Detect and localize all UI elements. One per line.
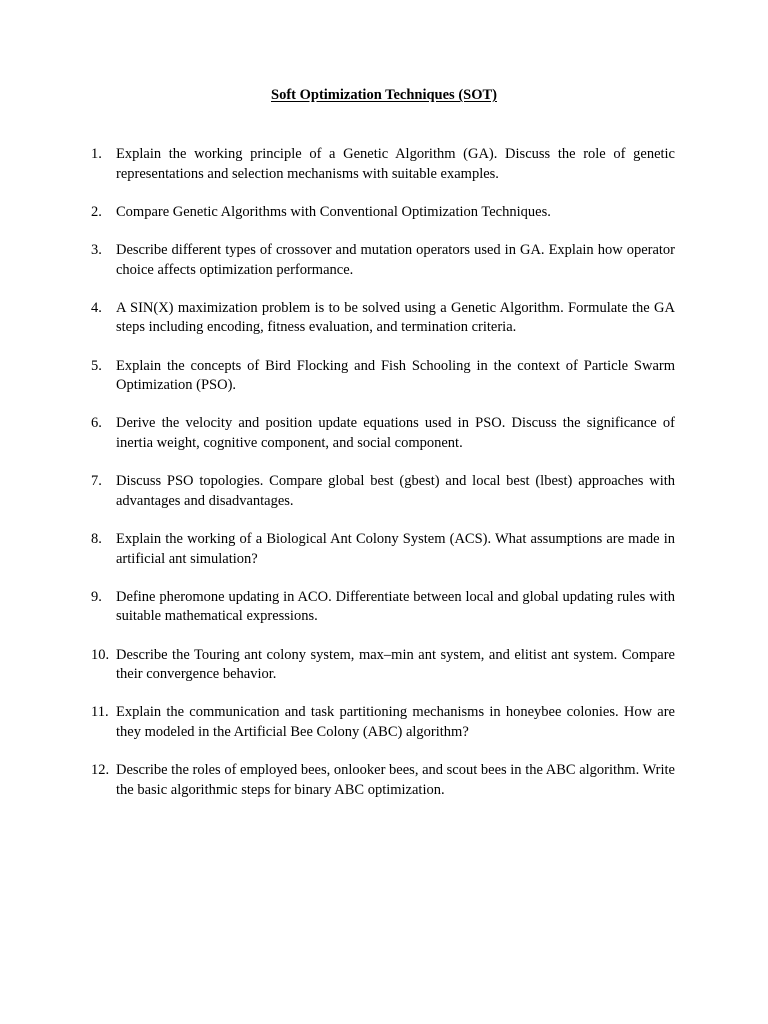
question-number: 6.	[91, 415, 102, 432]
question-item	[91, 646, 675, 685]
question-item	[91, 414, 675, 453]
question-number: 9.	[91, 588, 102, 605]
question-number: 3.	[91, 242, 102, 259]
question-list	[91, 145, 675, 819]
question-item	[91, 761, 675, 800]
question-text: Explain the working principle of a Genetic Algorithm (GA). Discuss the role of genetic representations and selection mechanisms with suitable examples.	[116, 146, 675, 182]
question-text: Define pheromone updating in ACO. Differentiate between local and global updating rules with suitable mathematical expressions.	[116, 588, 675, 625]
question-number: 7.	[91, 473, 102, 490]
document-title: Soft Optimization Techniques (SOT)	[271, 87, 497, 103]
question-number: 4.	[91, 299, 102, 316]
question-item	[91, 472, 675, 511]
question-text: Derive the velocity and position update equations used in PSO. Discuss the significance of inertia weight, cognitive component, and social component.	[116, 415, 675, 451]
question-text: Describe the Touring ant colony system, max–min ant system, and elitist ant system. Compare their convergence behavior.	[116, 646, 675, 683]
question-item	[91, 241, 675, 280]
question-number: 1.	[91, 146, 102, 162]
question-number: 5.	[91, 357, 102, 374]
question-text: Describe different types of crossover and mutation operators used in GA. Explain how operator choice affects optimization performance.	[116, 242, 675, 278]
question-text: Explain the communication and task partitioning mechanisms in honeybee colonies. How are they modeled in the Artificial Bee Colony (ABC) algorithm?	[116, 704, 675, 740]
question-text: Describe the roles of employed bees, onlooker bees, and scout bees in the ABC algorithm. Write the basic algorithmic steps for binary ABC optimization.	[116, 762, 675, 798]
question-number: 12.	[91, 762, 110, 779]
question-item	[91, 203, 675, 223]
question-text: A SIN(X) maximization problem is to be solved using a Genetic Algorithm. Formulate the GA steps including encoding, fitness evaluation, and termination criteria.	[116, 299, 675, 336]
question-item	[91, 145, 675, 184]
question-number: 2.	[91, 203, 102, 220]
question-text: Explain the working of a Biological Ant Colony System (ACS). What assumptions are made in artificial ant simulation?	[116, 531, 675, 567]
question-item	[91, 703, 675, 742]
question-text: Compare Genetic Algorithms with Conventional Optimization Techniques.	[116, 203, 551, 220]
question-number: 10.	[91, 646, 110, 663]
question-number: 11.	[91, 704, 109, 721]
question-number: 8.	[91, 531, 102, 548]
question-item	[91, 588, 675, 627]
question-item	[91, 530, 675, 569]
question-item	[91, 357, 675, 396]
question-text: Discuss PSO topologies. Compare global best (gbest) and local best (lbest) approaches with advantages and disadvantages.	[116, 473, 675, 509]
question-text: Explain the concepts of Bird Flocking and Fish Schooling in the context of Particle Swarm Optimization (PSO).	[116, 357, 675, 394]
question-item	[91, 299, 675, 338]
